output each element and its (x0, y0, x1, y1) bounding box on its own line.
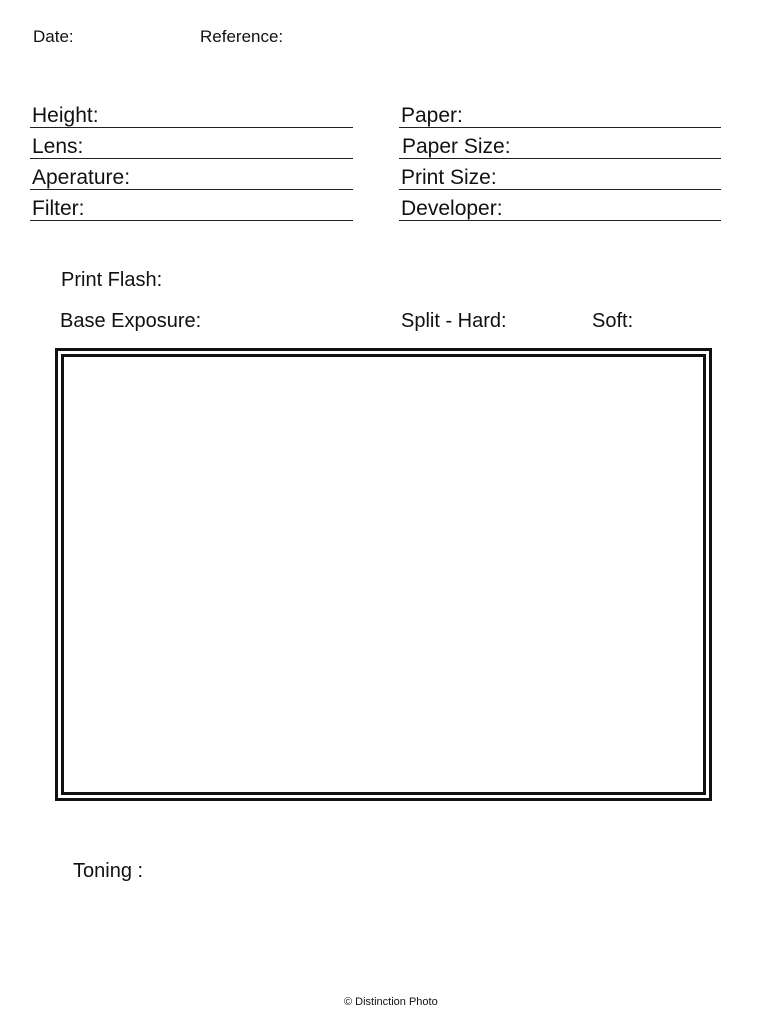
split-hard-label: Split - Hard: (401, 310, 507, 332)
aperture-field[interactable] (30, 159, 353, 190)
print-size-field[interactable] (399, 159, 721, 190)
paper-label: Paper: (401, 104, 463, 127)
filter-label: Filter: (32, 197, 85, 220)
print-sketch-box[interactable] (55, 348, 712, 801)
developer-label: Developer: (401, 197, 503, 220)
print-flash-label: Print Flash: (61, 269, 163, 291)
filter-field[interactable] (30, 190, 353, 221)
paper-size-field[interactable] (399, 128, 721, 159)
date-label: Date: (33, 27, 74, 46)
copyright-footer: © Distinction Photo (344, 996, 438, 1008)
lens-label: Lens: (32, 135, 84, 158)
aperture-label: Aperature: (32, 166, 131, 189)
reference-label: Reference: (200, 27, 284, 46)
paper-field[interactable] (399, 97, 721, 128)
height-field[interactable] (30, 97, 353, 128)
toning-label: Toning : (73, 860, 144, 882)
lens-field[interactable] (30, 128, 353, 159)
print-size-label: Print Size: (401, 166, 497, 189)
height-label: Height: (32, 104, 99, 127)
paper-size-label: Paper Size: (402, 135, 511, 158)
base-exposure-label: Base Exposure: (60, 310, 202, 332)
soft-label: Soft: (592, 310, 634, 332)
print-sketch-box-inner-border (61, 354, 706, 795)
developer-field[interactable] (399, 190, 721, 221)
